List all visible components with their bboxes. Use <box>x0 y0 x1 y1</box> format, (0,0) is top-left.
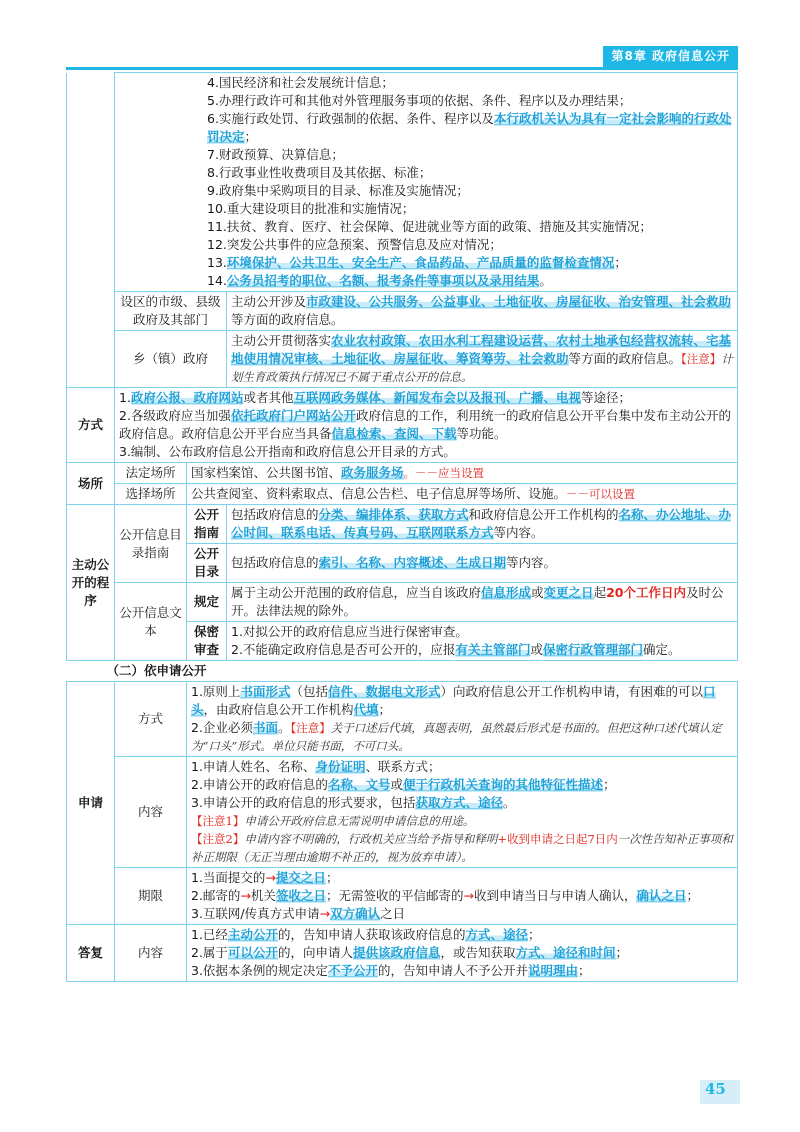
header-rule <box>66 67 738 70</box>
reply-label: 答复 <box>67 925 115 982</box>
legal-place-label: 法定场所 <box>115 463 187 484</box>
guide-sublabel: 公开指南 <box>187 505 227 544</box>
table-row <box>67 292 738 331</box>
table-row <box>67 505 738 544</box>
rule-sublabel: 规定 <box>187 583 227 622</box>
apply-content-content: 1.申请人姓名、名称、身份证明、联系方式； 2.申请公开的政府信息的名称、文号或便于行政机关查询的其他特征性描述； 3.申请公开的政府信息的形式要求，包括获取方式、途径。 【注意1】申请公开政府信息无需说明申请信息的用途。 【注意2】申请内容不明确的，行政机关应当给予指导和释明+收到申请之日起7日内一次性告知补正事项和补正期限（无正当理由逾期不补正的，视为放弃申请）。 <box>187 757 738 868</box>
chapter-header-tab: 第8章 政府信息公开 <box>603 46 738 67</box>
catalog-content: 包括政府信息的索引、名称、内容概述、生成日期等内容。 <box>227 544 738 583</box>
list-item: 8.行政事业性收费项目及其依据、标准； <box>207 165 432 180</box>
table-row <box>67 463 738 484</box>
list-item: 7.财政预算、决算信息； <box>207 147 344 162</box>
place-label: 场所 <box>67 463 115 505</box>
procedure-label: 主动公开的程序 <box>67 505 115 661</box>
content-table <box>66 72 738 982</box>
apply-mode-label: 方式 <box>115 682 187 757</box>
list-item: 9.政府集中采购项目的目录、标准及实施情况； <box>207 183 469 198</box>
table-row <box>67 661 738 682</box>
table-row <box>67 757 738 868</box>
guide-content: 包括政府信息的分类、编排体系、获取方式和政府信息公开工作机构的名称、办公地址、办公时间、联系电话、传真号码、互联网联系方式等内容。 <box>227 505 738 544</box>
section-title: （二）依申请公开 <box>106 663 207 678</box>
secret-sublabel: 保密审查 <box>187 622 227 661</box>
table-row <box>67 925 738 982</box>
method-content: 1.政府公报、政府网站或者其他互联网政务媒体、新闻发布会以及报刊、广播、电视等途径； 2.各级政府应当加强依托政府门户网站公开政府信息的工作，利用统一的政府信息公开平台集中发布主动公开的政府信息。政府信息公开平台应当具备信息检索、查阅、下载等功能。 3.编制、公布政府信息公开指南和政府信息公开目录的方式。 <box>115 388 738 463</box>
reply-content-label: 内容 <box>115 925 187 982</box>
apply-mode-content: 1.原则上书面形式（包括信件、数据电文形式）向政府信息公开工作机构申请，有困难的可以口头，由政府信息公开工作机构代填； 2.企业必须书面。【注意】关于口述后代填，真题表明，虽然最后形式是书面的。但把这种口述代填认定为“口头”形式。单位只能书面，不可口头。 <box>187 682 738 757</box>
list-item: 12.突发公共事件的应急预案、预警信息及应对情况； <box>207 237 502 252</box>
table-row <box>67 331 738 388</box>
apply-term-label: 期限 <box>115 868 187 925</box>
list-item: 14.公务员招考的职位、名额、报考条件等事项以及录用结果。 <box>207 273 552 288</box>
catalog-sublabel: 公开目录 <box>187 544 227 583</box>
page-number: 45 <box>705 1080 726 1098</box>
list-item: 13.环境保护、公共卫生、安全生产、食品药品、产品质量的监督检查情况； <box>207 255 627 270</box>
reply-content: 1.已经主动公开的，告知申请人获取该政府信息的方式、途径； 2.属于可以公开的，向申请人提供该政府信息，或告知获取方式、途径和时间； 3.依据本条例的规定决定不予公开的，告知申请人不予公开并说明理由； <box>187 925 738 982</box>
town-level-label: 乡（镇）政府 <box>115 331 227 388</box>
secret-content: 1.对拟公开的政府信息应当进行保密审查。 2.不能确定政府信息是否可公开的，应报有关主管部门或保密行政管理部门确定。 <box>227 622 738 661</box>
table-row <box>67 682 738 757</box>
guide-label: 公开信息目录指南 <box>115 505 187 583</box>
text-label: 公开信息文本 <box>115 583 187 661</box>
optional-place-label: 选择场所 <box>115 484 187 505</box>
method-label: 方式 <box>67 388 115 463</box>
apply-label: 申请 <box>67 682 115 925</box>
legal-place-content: 国家档案馆、公共图书馆、政务服务场。－－应当设置 <box>187 463 738 484</box>
blank-category-cell <box>67 73 115 388</box>
table-row <box>67 484 738 505</box>
list-item: 6.实施行政处罚、行政强制的依据、条件、程序以及本行政机关认为具有一定社会影响的行政处罚决定； <box>207 111 732 144</box>
optional-place-content: 公共查阅室、资料索取点、信息公告栏、电子信息屏等场所、设施。－－可以设置 <box>187 484 738 505</box>
table-row <box>67 583 738 622</box>
town-level-content: 主动公开贯彻落实农业农村政策、农田水利工程建设运营、农村土地承包经营权流转、宅基地使用情况审核、土地征收、房屋征收、筹资筹劳、社会救助等方面的政府信息。【注意】计划生育政策执行情况已不属于重点公开的信息。 <box>227 331 738 388</box>
top-list-cell <box>115 73 738 292</box>
apply-term-content: 1.当面提交的→提交之日； 2.邮寄的→机关签收之日；无需签收的平信邮寄的→收到申请当日与申请人确认，确认之日； 3.互联网/传真方式申请→双方确认之日 <box>187 868 738 925</box>
list-item: 11.扶贫、教育、医疗、社会保障、促进就业等方面的政策、措施及其实施情况； <box>207 219 652 234</box>
table-row <box>67 388 738 463</box>
table-row <box>67 73 738 292</box>
city-level-content: 主动公开涉及市政建设、公共服务、公益事业、土地征收、房屋征收、治安管理、社会救助等方面的政府信息。 <box>227 292 738 331</box>
table-row <box>67 868 738 925</box>
list-item: 4.国民经济和社会发展统计信息； <box>207 75 394 90</box>
list-item: 5.办理行政许可和其他对外管理服务事项的依据、条件、程序以及办理结果； <box>207 93 632 108</box>
apply-content-label: 内容 <box>115 757 187 868</box>
city-level-label: 设区的市级、县级政府及其部门 <box>115 292 227 331</box>
rule-content: 属于主动公开范围的政府信息，应当自该政府信息形成或变更之日起20个工作日内及时公开。法律法规的除外。 <box>227 583 738 622</box>
list-item: 10.重大建设项目的批准和实施情况； <box>207 201 415 216</box>
